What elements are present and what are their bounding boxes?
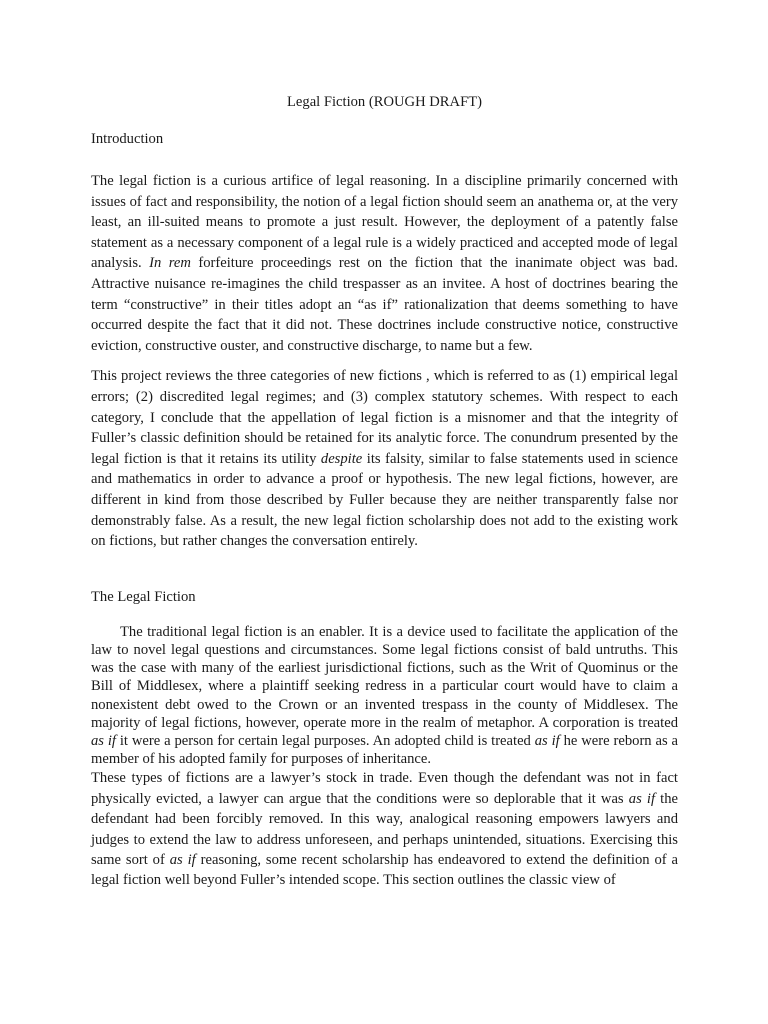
paragraph bbox=[91, 171, 678, 356]
text-run: it were a person for certain legal purposes. An adopted child is treated bbox=[115, 732, 535, 749]
italic-text-run: In rem bbox=[149, 255, 191, 272]
text-run: The legal fiction is a curious artifice of legal reasoning. In a discipline primarily concerned with issues of fact and responsibility, the notion of a legal fiction should seem an anathema or, at the very least, an ill-suited means to promote a just result. However, the deployment of a patently false statement as a necessary component of a legal rule is a widely practiced and accepted mode of legal analysis. bbox=[91, 173, 678, 272]
document-title: Legal Fiction (ROUGH DRAFT) bbox=[287, 94, 482, 110]
document-page bbox=[91, 92, 678, 891]
paragraph bbox=[91, 623, 678, 769]
paragraph bbox=[91, 366, 678, 551]
section-heading-legal-fiction: The Legal Fiction bbox=[91, 588, 196, 605]
text-run: The traditional legal fiction is an enabler. It is a device used to facilitate the application of the law to novel legal questions and circumstances. Some legal fictions consist of bald untruths. This was the case with many of the earliest jurisdictional fictions, such as the Writ of Quominus or the Bill of Middlesex, where a plaintiff seeking redress in a particular court would have to claim a nonexistent debt owed to the Crown or an invented trespass in the county of Middlesex. The majority of legal fictions, however, operate more in the realm of metaphor. A corporation is treated bbox=[91, 623, 678, 731]
italic-text-run: despite bbox=[320, 450, 363, 467]
text-run: These types of fictions are a lawyer’s stock in trade. Even though the defendant was not in fact physically evicted, a lawyer can argue that the conditions were so deplorable that it was bbox=[91, 770, 678, 807]
text-run: reasoning, some recent scholarship has endeavored to extend the definition of a legal fiction well beyond Fuller’s intended scope. This section outlines the classic view of bbox=[91, 851, 679, 889]
paragraph bbox=[91, 768, 678, 890]
italic-text-run: as if bbox=[628, 790, 656, 807]
text-run: This project reviews the three categories of new fictions , which is referred to as (1) empirical legal errors; (2) discredited legal regimes; and (3) complex statutory schemes. With respect to each category, I conclude that the appellation of legal fiction is a misnomer and that the integrity of Fuller’s classic definition should be retained for its analytic force. The conundrum presented by the legal fiction is that it retains its utility bbox=[91, 368, 678, 467]
italic-text-run: as if bbox=[169, 851, 196, 868]
text-run: its falsity, similar to false statements used in science and mathematics in order to advance a proof or hypothesis. The new legal fictions, however, are different in kind from those described by Fuller because they are neither transparently false nor demonstrably false. As a result, the new legal fiction scholarship does not add to the existing work on fictions, but rather changes the conversation entirely. bbox=[91, 450, 678, 550]
text-run: the defendant had been forcibly removed. In this way, analogical reasoning empowers lawyers and judges to extend the law to address unforeseen, and perhaps unintended, situations. Exercising this same sort of bbox=[91, 790, 679, 868]
italic-text-run: as if bbox=[91, 732, 116, 749]
section-heading-introduction: Introduction bbox=[91, 131, 164, 147]
italic-text-run: as if bbox=[534, 732, 560, 749]
text-run: he were reborn as a member of his adopted family for purposes of inheritance. bbox=[91, 732, 679, 768]
text-run: forfeiture proceedings rest on the fiction that the inanimate object was bad. Attractive nuisance re-imagines the child trespasser as an invitee. A host of doctrines bearing the term “constructive” in their titles adopt an “as if” rationalization that deems something to have occurred despite the fact that it did not. These doctrines include constructive notice, constructive eviction, constructive ouster, and constructive discharge, to name but a few. bbox=[91, 255, 678, 354]
